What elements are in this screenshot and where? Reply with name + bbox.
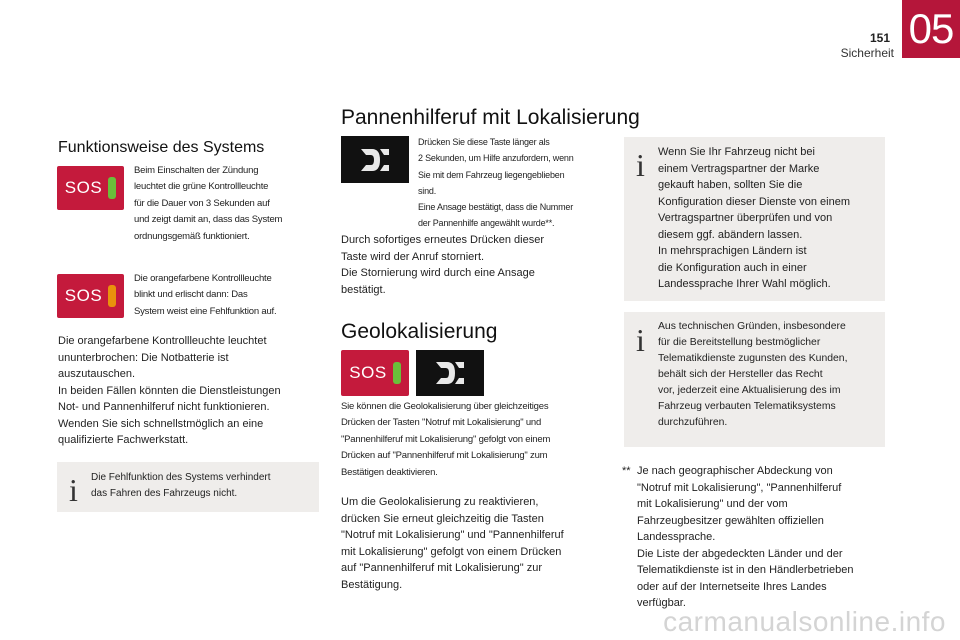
heading-system-function: Funktionsweise des Systems	[58, 139, 265, 156]
paragraph-green-lamp: Beim Einschalten der Zündung leuchtet die grüne Kontrollleuchte für die Dauer von 3 Sekunden auf und zeigt damit an, dass das System ordnungsgemäß funktioniert.	[134, 165, 283, 242]
info-text-technical: Aus technischen Gründen, insbesondere für die Bereitstellung bestmöglicher Telematikdienste zugunsten des Kunden, behält sich der Hersteller das Recht vor, jederzeit eine Aktualisierung des im Fahrzeug verbauten Telematiksystems durchzuführen.	[658, 321, 848, 428]
paragraph-geo-deactivate: Sie können die Geolokalisierung über gleichzeitiges Drücken der Tasten "Notruf mit Lokalisierung" und "Pannenhilferuf mit Lokalisierung" gefolgt von einem Drücken auf "Pannenhilferuf mit Lokalisierung" zum Bestätigen deaktivieren.	[341, 401, 551, 478]
info-box-dealer	[624, 137, 885, 301]
ds-logo-icon	[358, 145, 392, 175]
sos-label: SOS	[64, 178, 103, 197]
paragraph-orange-lamp: Die orangefarbene Kontrollleuchte blinkt und erlischt dann: Das System weist eine Fehlfunktion auf.	[134, 273, 277, 317]
watermark: carmanualsonline.info	[663, 606, 946, 637]
green-lamp-icon	[393, 362, 401, 384]
section-heading-breakdown-call: Pannenhilferuf mit Lokalisierung	[341, 106, 640, 129]
paragraph-geo-reactivate: Um die Geolokalisierung zu reaktivieren, drücken Sie erneut gleichzeitig die Tasten "Notruf mit Lokalisierung" und "Pannenhilferuf mit Lokalisierung" gefolgt von einem Drücken auf "Pannenhilferuf mit Lokalisierung" zur Bestätigung.	[341, 496, 564, 591]
green-lamp-icon	[108, 177, 116, 199]
sos-button-icon	[341, 350, 409, 396]
sos-green-icon	[57, 166, 124, 210]
info-box-malfunction	[57, 462, 319, 512]
info-i-icon: i	[69, 472, 78, 508]
footnote-mark: **	[622, 465, 631, 477]
sos-label: SOS	[349, 363, 387, 382]
page-number: 151	[869, 31, 890, 45]
info-box-technical	[624, 312, 885, 447]
paragraph-press-button: Drücken Sie diese Taste länger als 2 Sekunden, um Hilfe anzufordern, wenn Sie mit dem Fahrzeug liegengeblieben sind. Eine Ansage bestätigt, dass die Nummer der Pannenhilfe angewählt wurde**.	[418, 137, 574, 229]
section-title: Sicherheit	[840, 46, 894, 60]
paragraph-battery: Die orangefarbene Kontrollleuchte leuchtet ununterbrochen: Die Notbatterie ist auszutauschen. In beiden Fällen könnten die Dienstleistungen Not- und Pannenhilferuf nicht funktionieren. Wenden Sie sich schnellstmöglich an eine qualifizierte Fachwerkstatt.	[58, 335, 281, 446]
paragraph-cancel: Durch sofortiges erneutes Drücken dieser Taste wird der Anruf storniert. Die Stornierung wird durch eine Ansage bestätigt.	[341, 234, 544, 296]
footnote-text: Je nach geographischer Abdeckung von "Notruf mit Lokalisierung", "Pannenhilferuf mit Lokalisierung" und der vom Fahrzeugbesitzer gewählten offiziellen Landessprache. Die Liste der abgedeckten Länder und der Telematikdienste ist in den Händlerbetrieben oder auf der Internetseite Ihres Landes verfügbar.	[637, 465, 854, 609]
info-text-dealer: Wenn Sie Ihr Fahrzeug nicht bei einem Vertragspartner der Marke gekauft haben, sollten Sie die Konfiguration dieser Dienste von einem Vertragspartner überprüfen und von diesem ggf. abändern lassen. In mehrsprachigen Ländern ist die Konfiguration auch in einer Landessprache Ihrer Wahl möglich.	[658, 146, 851, 290]
heading-geolocation: Geolokalisierung	[341, 320, 498, 343]
chapter-tab: 05	[902, 0, 960, 58]
info-text-malfunction: Die Fehlfunktion des Systems verhindert das Fahren des Fahrzeugs nicht.	[91, 472, 271, 499]
ds-button-icon	[341, 136, 409, 183]
orange-lamp-icon	[108, 285, 116, 307]
sos-orange-icon	[57, 274, 124, 318]
sos-label: SOS	[64, 286, 103, 305]
info-i-icon: i	[636, 147, 645, 183]
ds-logo-icon	[433, 358, 467, 388]
info-i-icon: i	[636, 322, 645, 358]
ds-button-icon-2	[416, 350, 484, 396]
